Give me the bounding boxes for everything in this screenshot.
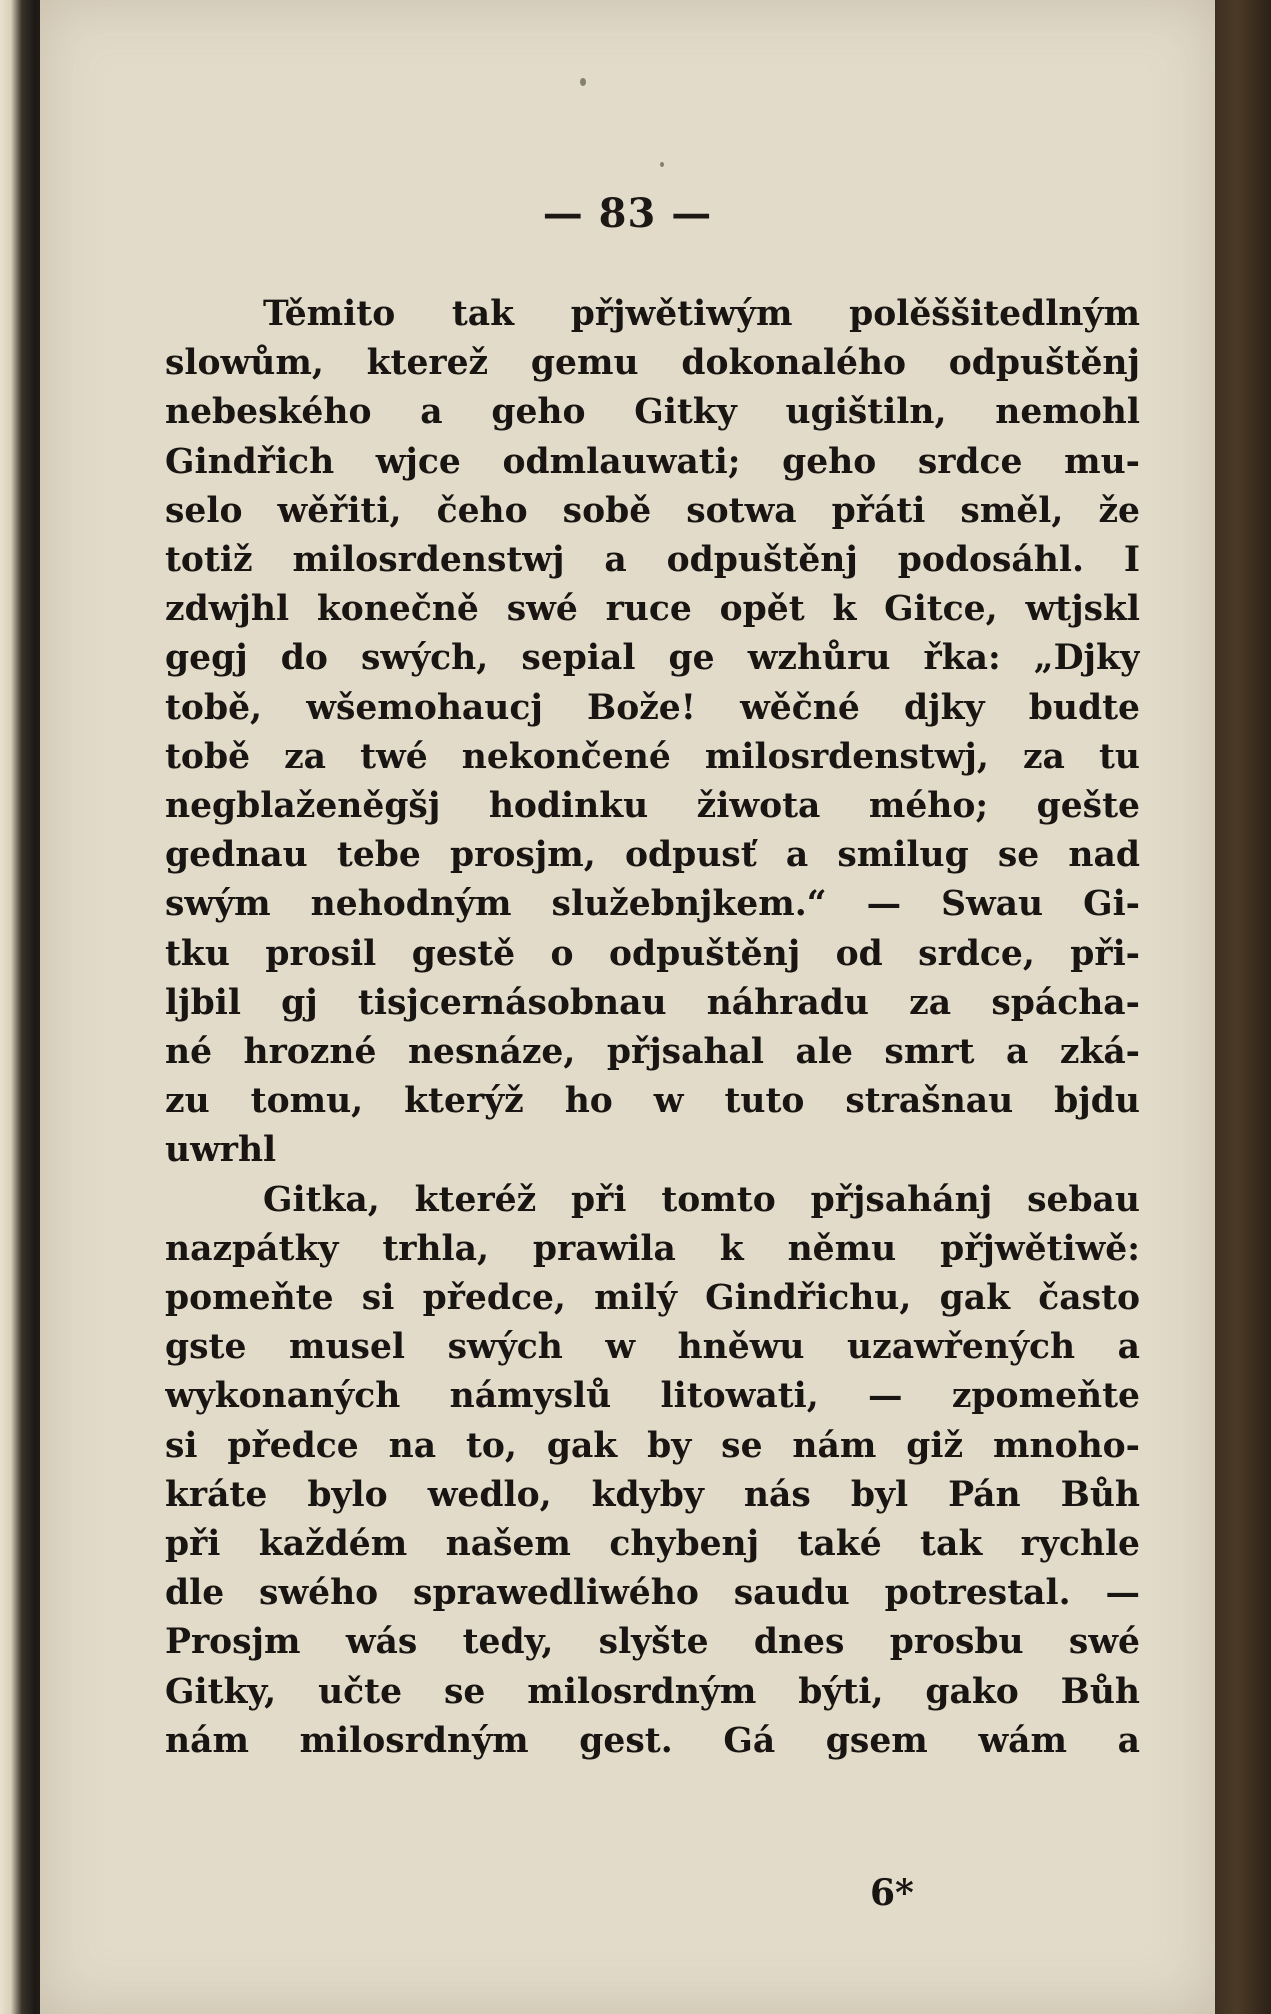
body-text xyxy=(165,290,1140,1766)
text-line: wykonaných námyslů litowati, — zpomeňte xyxy=(165,1376,1140,1417)
text-line: Prosjm wás tedy, slyšte dnes prosbu swé xyxy=(165,1622,1140,1663)
text-line: si předce na to, gak by se nám giž mnoho- xyxy=(165,1425,1140,1466)
text-line: totiž milosrdenstwj a odpuštěnj podosáhl. I xyxy=(165,540,1140,581)
text-line: swým nehodným služebnjkem.“ — Swau Gi- xyxy=(165,884,1140,925)
text-line: tku prosil gestě o odpuštěnj od srdce, při- xyxy=(165,933,1140,974)
text-line: negblaženěgšj hodinku žiwota mého; gešte xyxy=(165,786,1140,827)
text-line: pomeňte si předce, milý Gindřichu, gak často xyxy=(165,1278,1140,1319)
text-line: nám milosrdným gest. Gá gsem wám a xyxy=(165,1720,1140,1761)
text-line: tobě, wšemohaucj Bože! wěčné djky budte xyxy=(165,687,1140,728)
text-line: slowům, kterež gemu dokonalého odpuštěnj xyxy=(165,343,1140,384)
text-line: dle swého sprawedliwého saudu potrestal. — xyxy=(165,1573,1140,1614)
text-line: nazpátky trhla, prawila k němu přjwětiwě: xyxy=(165,1228,1140,1269)
paper-speck xyxy=(660,162,664,167)
text-line: Gindřich wjce odmlauwati; geho srdce mu- xyxy=(165,441,1140,482)
book-spine-left xyxy=(0,0,36,2014)
text-line: né hrozné nesnáze, přjsahal ale smrt a zká- xyxy=(165,1032,1140,1073)
book-edge-right xyxy=(1215,0,1271,2014)
book-page xyxy=(40,0,1215,2014)
text-line: při každém našem chybenj také tak rychle xyxy=(165,1524,1140,1565)
page-header: — 83 — xyxy=(542,190,713,237)
text-line: nebeského a geho Gitky ugištiln, nemohl xyxy=(165,392,1140,433)
paper-speck xyxy=(580,78,586,86)
text-line: zu tomu, kterýž ho w tuto strašnau bjdu xyxy=(165,1081,1140,1122)
text-line: gste musel swých w hněwu uzawřených a xyxy=(165,1327,1140,1368)
text-line: kráte bylo wedlo, kdyby nás byl Pán Bůh xyxy=(165,1474,1140,1515)
text-line: Těmito tak přjwětiwým polěššitedlným xyxy=(263,294,1140,334)
text-line: gegj do swých, sepial ge wzhůru řka: „Djky xyxy=(165,638,1140,679)
text-line: selo wěřiti, čeho sobě sotwa přáti směl, že xyxy=(165,490,1140,531)
text-line: ljbil gj tisjcernásobnau náhradu za spácha- xyxy=(165,982,1140,1023)
text-line: Gitky, učte se milosrdným býti, gako Bůh xyxy=(165,1671,1140,1712)
signature-mark: 6* xyxy=(870,1872,914,1914)
text-line: uwrhl xyxy=(165,1130,277,1171)
text-line: gednau tebe prosjm, odpusť a smilug se nad xyxy=(165,835,1140,876)
text-line: zdwjhl konečně swé ruce opět k Gitce, wtjskl xyxy=(165,589,1140,630)
text-line: Gitka, kteréž při tomto přjsahánj sebau xyxy=(263,1179,1140,1220)
text-line: tobě za twé nekončené milosrdenstwj, za tu xyxy=(165,736,1140,777)
